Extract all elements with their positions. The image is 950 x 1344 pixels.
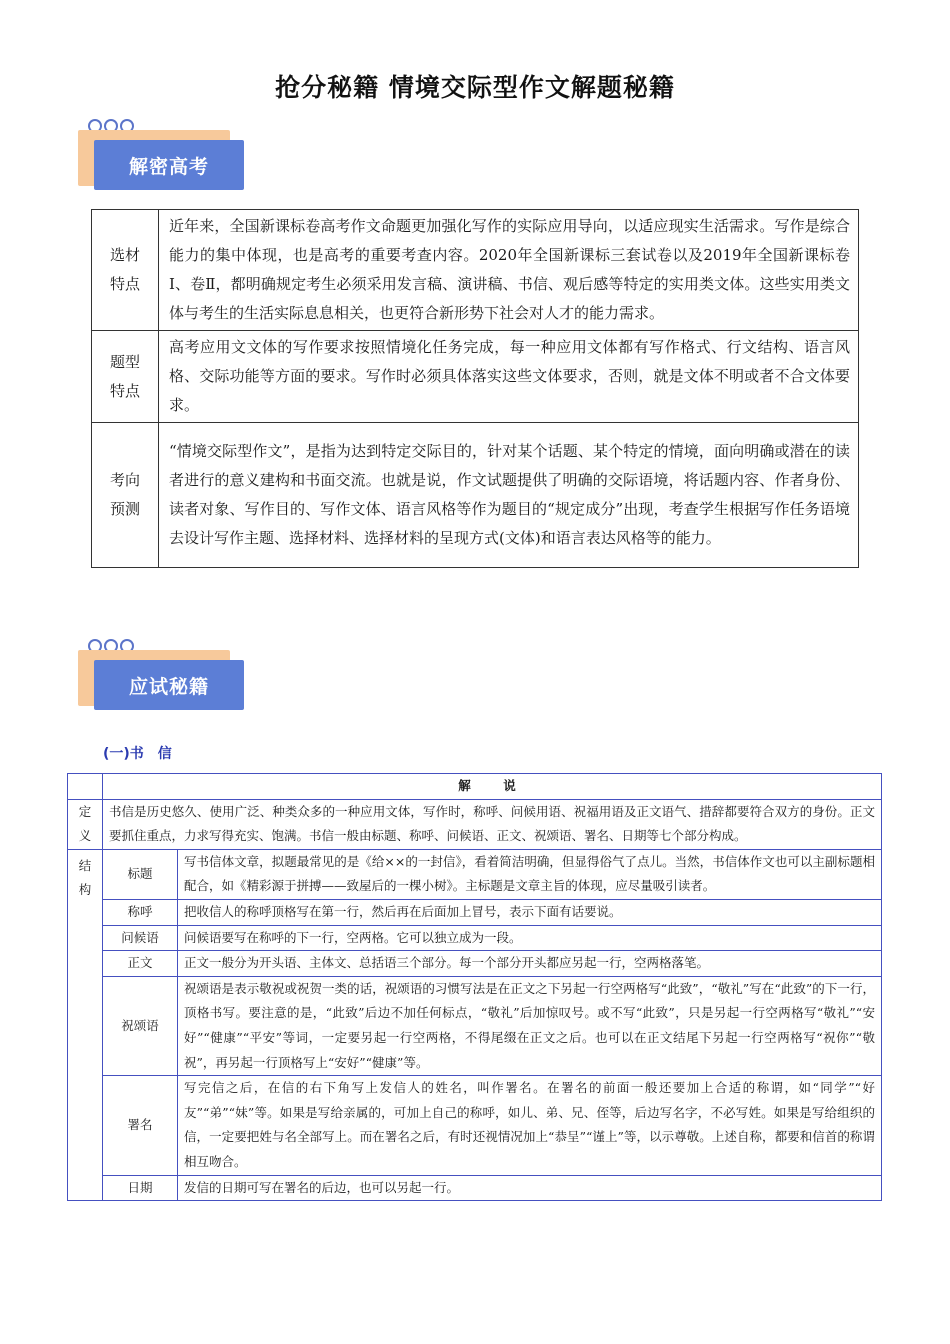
definition-text: 书信是历史悠久、使用广泛、种类众多的一种应用文体，写作时，称呼、问候用语、祝福用语及正文语气、措辞都要符合双方的身份。正文要抓住重点，力求写得充实、饱满。书信一般由标题、称呼、问候语、正文、祝颂语、署名、日期等七个部分构成。 [103, 799, 882, 849]
row-label: 定 义 [68, 799, 103, 849]
part-name: 祝颂语 [103, 976, 178, 1075]
table-header-row [68, 774, 882, 800]
section-badge-decode [78, 118, 248, 198]
row-label: 结 构 [68, 849, 103, 1200]
section-badge-tips [78, 638, 248, 718]
part-name: 问候语 [103, 925, 178, 951]
part-name: 署名 [103, 1076, 178, 1175]
part-name: 正文 [103, 951, 178, 977]
part-text: 祝颂语是表示敬祝或祝贺一类的话，祝颂语的习惯写法是在正文之下另起一行空两格写“此致”，“敬礼”写在“此致”的下一行，顶格书写。要注意的是，“此致”后边不加任何标点，“敬礼”后加惊叹号。或不写“此致”，只是另起一行空两格写“敬礼”“安好”“健康”“平安”等词，一定要另起一行空两格，不得尾缀在正文之后。也可以在正文结尾下另起一行空两格写“祝你”“敬祝”，再另起一行顶格写上“安好”“健康”等。 [178, 976, 882, 1075]
part-name: 日期 [103, 1175, 178, 1201]
row-label: 考向 预测 [92, 423, 159, 568]
part-text: 写完信之后，在信的右下角写上发信人的姓名，叫作署名。在署名的前面一般还要加上合适的称谓，如“同学”“好友”“弟”“妹”等。如果是写给亲属的，可加上自己的称呼，如儿、弟、兄、侄等，后边写名字，不必写姓。如果是写给组织的信，一定要把姓与名全部写上。而在署名之后，有时还视情况加上“恭呈”“谨上”等，以示尊敬。上述自称，都要和信首的称谓相互吻合。 [178, 1076, 882, 1175]
subheading-letter: (一)书 信 [103, 746, 172, 762]
table-row [92, 210, 859, 331]
part-text: 发信的日期可写在署名的后边，也可以另起一行。 [178, 1175, 882, 1201]
badge-label: 应试秘籍 [94, 660, 244, 710]
row-label: 题型 特点 [92, 331, 159, 423]
table-header: 解 说 [103, 774, 882, 800]
part-name: 标题 [103, 849, 178, 899]
letter-table [67, 773, 882, 1201]
part-text: 正文一般分为开头语、主体文、总括语三个部分。每一个部分开头都应另起一行，空两格落笔。 [178, 951, 882, 977]
part-text: 把收信人的称呼顶格写在第一行，然后再在后面加上冒号，表示下面有话要说。 [178, 899, 882, 925]
part-name: 称呼 [103, 899, 178, 925]
table-row [68, 799, 882, 849]
table-row [68, 1175, 882, 1201]
row-text: 近年来，全国新课标卷高考作文命题更加强化写作的实际应用导向，以适应现实生活需求。写作是综合能力的集中体现，也是高考的重要考查内容。2020年全国新课标三套试卷以及2019年全国新课标卷Ⅰ、卷Ⅱ，都明确规定考生必须采用发言稿、演讲稿、书信、观后感等特定的实用类文体。这些实用类文体与考生的生活实际息息相关，也更符合新形势下社会对人才的能力需求。 [159, 210, 859, 331]
table-row [68, 899, 882, 925]
overview-table [91, 209, 859, 568]
table-row [92, 331, 859, 423]
table-row [68, 849, 882, 899]
table-row [68, 925, 882, 951]
table-row [92, 423, 859, 568]
badge-label: 解密高考 [94, 140, 244, 190]
table-row [68, 951, 882, 977]
page-title: 抢分秘籍 情境交际型作文解题秘籍 [275, 73, 675, 102]
row-label: 选材 特点 [92, 210, 159, 331]
part-text: 问候语要写在称呼的下一行，空两格。它可以独立成为一段。 [178, 925, 882, 951]
table-row [68, 976, 882, 1075]
row-text: “情境交际型作文”，是指为达到特定交际目的，针对某个话题、某个特定的情境，面向明确或潜在的读者进行的意义建构和书面交流。也就是说，作文试题提供了明确的交际语境，将话题内容、作者身份、读者对象、写作目的、写作文体、语言风格等作为题目的“规定成分”出现，考查学生根据写作任务语境去设计写作主题、选择材料、选择材料的呈现方式(文体)和语言表达风格等的能力。 [159, 423, 859, 568]
row-text: 高考应用文文体的写作要求按照情境化任务完成，每一种应用文体都有写作格式、行文结构、语言风格、交际功能等方面的要求。写作时必须具体落实这些文体要求，否则，就是文体不明或者不合文体要求。 [159, 331, 859, 423]
table-row [68, 1076, 882, 1175]
part-text: 写书信体文章，拟题最常见的是《给××的一封信》，看着简洁明确，但显得俗气了点儿。当然，书信体作文也可以主副标题相配合，如《精彩源于拼搏——致屋后的一棵小树》。主标题是文章主旨的体现，应尽量吸引读者。 [178, 849, 882, 899]
